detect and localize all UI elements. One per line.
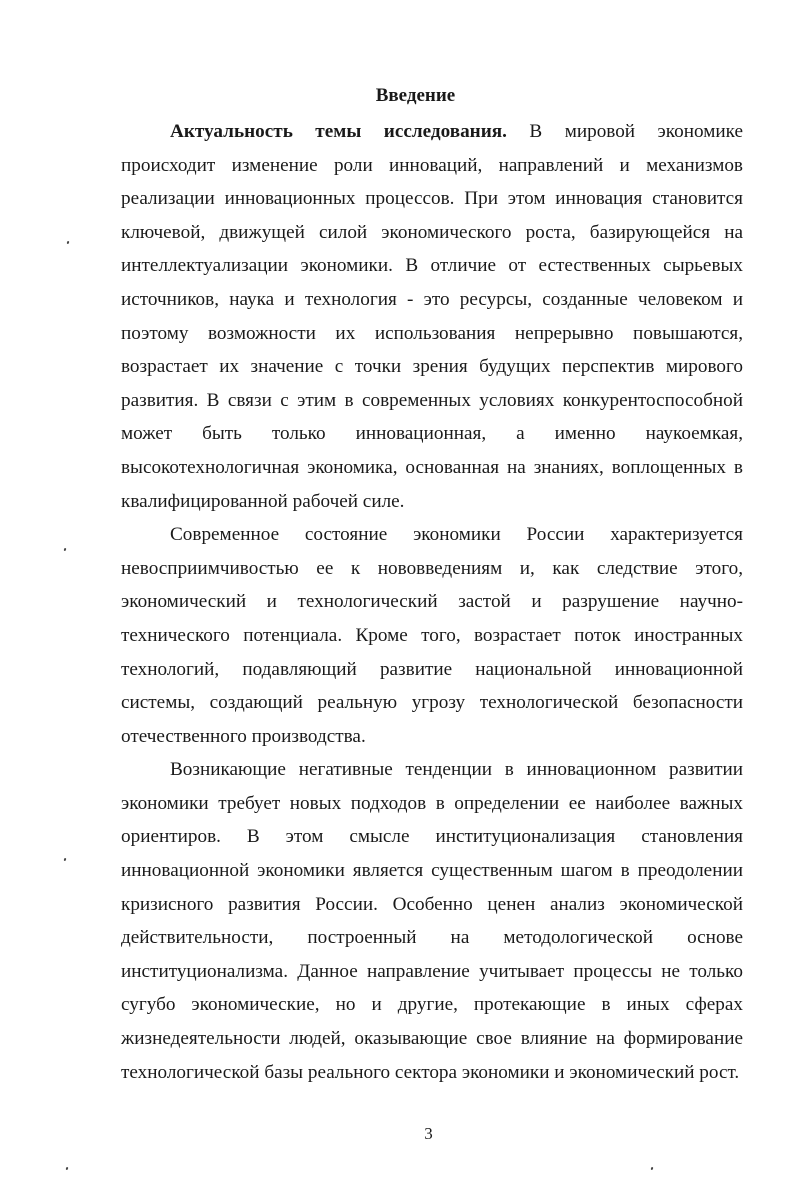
body-text xyxy=(121,115,743,1089)
paragraph-tendencies: Возникающие негативные тенденции в инновационном развитии экономики требует новых подходов в определении ее наиболее важных ориентиров. В этом смысле институционализация становления инновационной экономики является существенным шагом в преодолении кризисного развития России. Особенно ценен анализ экономической действительности, построенный на методологической основе институционализма. Данное направление учитывает процессы не только сугубо экономические, но и другие, протекающие в иных сферах жизнедеятельности людей, оказывающие свое влияние на формирование технологической базы реального сектора экономики и экономический рост. xyxy=(121,759,743,1083)
paragraph-relevance xyxy=(121,115,743,518)
scan-speck xyxy=(66,1167,69,1171)
paragraph-text: В мировой экономике происходит изменение роли инноваций, направлений и механизмов реализации инновационных процессов. При этом инновация становится ключевой, движущей силой экономического роста, базирующейся на интеллектуализации экономики. В отличие от естественных сырьевых источников, наука и технология - это ресурсы, созданные человеком и поэтому возможности их использования непрерывно повышаются, возрастает их значение с точки зрения будущих перспектив мирового развития. В связи с этим в современных условиях конкурентоспособной может быть только инновационная, а именно наукоемкая, высокотехнологичная экономика, основанная на знаниях, воплощенных в квалифицированной рабочей силе. xyxy=(121,121,743,512)
paragraph-current-state: Современное состояние экономики России характеризуется невосприимчивостью ее к нововведениям и, как следствие этого, экономический и технологический застой и разрушение научно-технического потенциала. Кроме того, возрастает поток иностранных технологий, подавляющий развитие национальной инновационной системы, создающий реальную угрозу технологической безопасности отечественного производства. xyxy=(121,524,743,747)
scan-speck xyxy=(651,1167,654,1171)
scan-speck xyxy=(64,548,67,552)
scan-speck xyxy=(64,858,67,862)
page-number: 3 xyxy=(424,1124,433,1143)
scan-speck xyxy=(67,241,70,245)
page-title: Введение xyxy=(375,85,456,106)
paragraph-lead: Актуальность темы исследования. xyxy=(170,121,507,142)
